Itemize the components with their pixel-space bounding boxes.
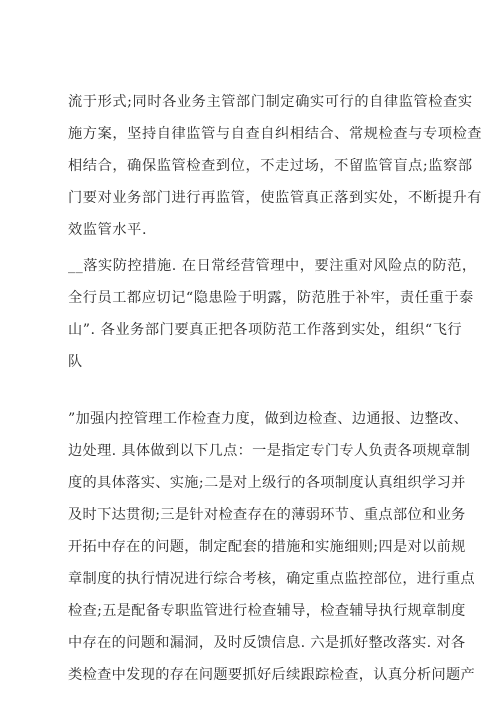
text-line: 山”. 各业务部门要真正把各项防范工作落到实处，组织“飞行 <box>68 322 463 338</box>
text-line: 及时下达贯彻;三是针对检查存在的薄弱环节、重点部位和业务 <box>68 507 466 523</box>
text-line: 类检查中发现的存在问题要抓好后续跟踪检查，认真分析问题产 <box>68 667 476 683</box>
text-line: 边处理. 具体做到以下几点：一是指定专门专人负责各项规章制 <box>68 443 471 459</box>
text-line: 中存在的问题和漏洞，及时反馈信息. 六是抓好整改落实. 对各 <box>68 635 466 651</box>
text-line: 开拓中存在的问题，制定配套的措施和实施细则;四是对以前规 <box>68 539 466 555</box>
text-line: 全行员工都应切记“隐患险于明露，防范胜于补牢，责任重于泰 <box>68 290 474 306</box>
text-line: 施方案，坚持自律监管与自查自纠相结合、常规检查与专项检查 <box>68 126 483 142</box>
text-line: __落实防控措施. 在日常经营管理中，要注重对风险点的防范， <box>68 258 477 274</box>
text-line: 门要对业务部门进行再监管，使监管真正落到实处，不断提升有 <box>68 190 483 206</box>
text-line: 度的具体落实、实施;二是对上级行的各项制度认真组织学习并 <box>68 475 466 491</box>
text-line: 相结合，确保监管检查到位，不走过场，不留监管盲点;监察部 <box>68 158 473 174</box>
text-line: 检查;五是配备专职监管进行检查辅导，检查辅导执行规章制度 <box>68 603 466 619</box>
text-line: 队 <box>68 354 83 370</box>
text-line: ”加强内控管理工作检查力度，做到边检查、边通报、边整改、 <box>68 411 469 427</box>
text-line: 流于形式;同时各业务主管部门制定确实可行的自律监管检查实 <box>68 94 473 110</box>
text-line: 效监管水平. <box>68 222 148 238</box>
text-line: 章制度的执行情况进行综合考核，确定重点监控部位，进行重点 <box>68 571 476 587</box>
